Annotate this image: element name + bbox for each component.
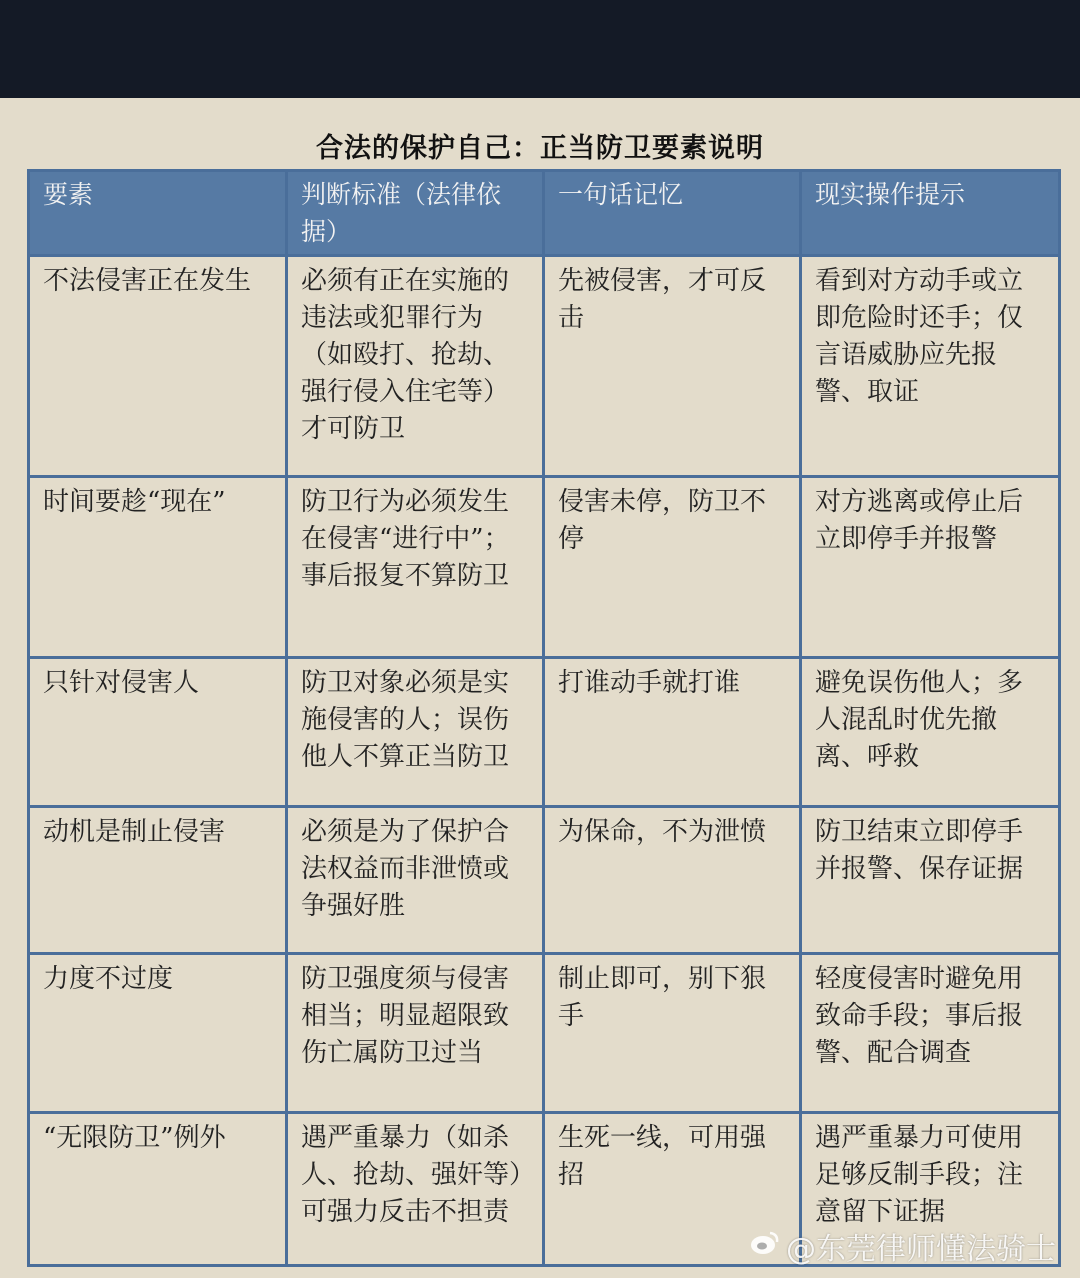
- watermark: [750, 1224, 1056, 1268]
- table-cell: 必须是为了保护合法权益而非泄愤或争强好胜: [287, 807, 544, 954]
- table-cell: “无限防卫”例外: [29, 1113, 287, 1266]
- self-defense-table: [27, 169, 1061, 1267]
- table-cell: 制止即可，别下狠手: [544, 954, 801, 1113]
- table-cell: 先被侵害，才可反击: [544, 256, 801, 477]
- table-row: [29, 477, 1060, 658]
- table-row: [29, 658, 1060, 807]
- table-row: [29, 256, 1060, 477]
- table-cell: 必须有正在实施的违法或犯罪行为（如殴打、抢劫、强行侵入住宅等）才可防卫: [287, 256, 544, 477]
- table-row: [29, 807, 1060, 954]
- table-cell: 为保命，不为泄愤: [544, 807, 801, 954]
- table-cell: 轻度侵害时避免用致命手段；事后报警、配合调查: [801, 954, 1060, 1113]
- table-cell: 打谁动手就打谁: [544, 658, 801, 807]
- table-header-row: [29, 171, 1060, 256]
- table-cell: 遇严重暴力（如杀人、抢劫、强奸等）可强力反击不担责: [287, 1113, 544, 1266]
- weibo-icon: [750, 1230, 780, 1263]
- table-row: [29, 954, 1060, 1113]
- table-cell: 防卫行为必须发生在侵害“进行中”；事后报复不算防卫: [287, 477, 544, 658]
- table-cell: 防卫对象必须是实施侵害的人；误伤他人不算正当防卫: [287, 658, 544, 807]
- header-element: 要素: [29, 171, 287, 256]
- table-cell: 对方逃离或停止后立即停手并报警: [801, 477, 1060, 658]
- table-cell: 力度不过度: [29, 954, 287, 1113]
- header-legal-standard: 判断标准（法律依据）: [287, 171, 544, 256]
- table-cell: 防卫结束立即停手并报警、保存证据: [801, 807, 1060, 954]
- table-cell: 不法侵害正在发生: [29, 256, 287, 477]
- page-title: 合法的保护自己：正当防卫要素说明: [316, 133, 764, 164]
- top-dark-bar: [0, 0, 1080, 98]
- table-cell: 避免误伤他人；多人混乱时优先撤离、呼救: [801, 658, 1060, 807]
- table-cell: 遇严重暴力可使用足够反制手段；注意留下证据: [801, 1113, 1060, 1266]
- header-practical-tips: 现实操作提示: [801, 171, 1060, 256]
- table-cell: 看到对方动手或立即危险时还手；仅言语威胁应先报警、取证: [801, 256, 1060, 477]
- table-cell: 时间要趁“现在”: [29, 477, 287, 658]
- table-cell: 生死一线，可用强招: [544, 1113, 801, 1266]
- table-cell: 防卫强度须与侵害相当；明显超限致伤亡属防卫过当: [287, 954, 544, 1113]
- watermark-text: @东莞律师懂法骑士: [786, 1232, 1056, 1267]
- header-one-line-memory: 一句话记忆: [544, 171, 801, 256]
- table-cell: 动机是制止侵害: [29, 807, 287, 954]
- table-cell: 侵害未停，防卫不停: [544, 477, 801, 658]
- table-cell: 只针对侵害人: [29, 658, 287, 807]
